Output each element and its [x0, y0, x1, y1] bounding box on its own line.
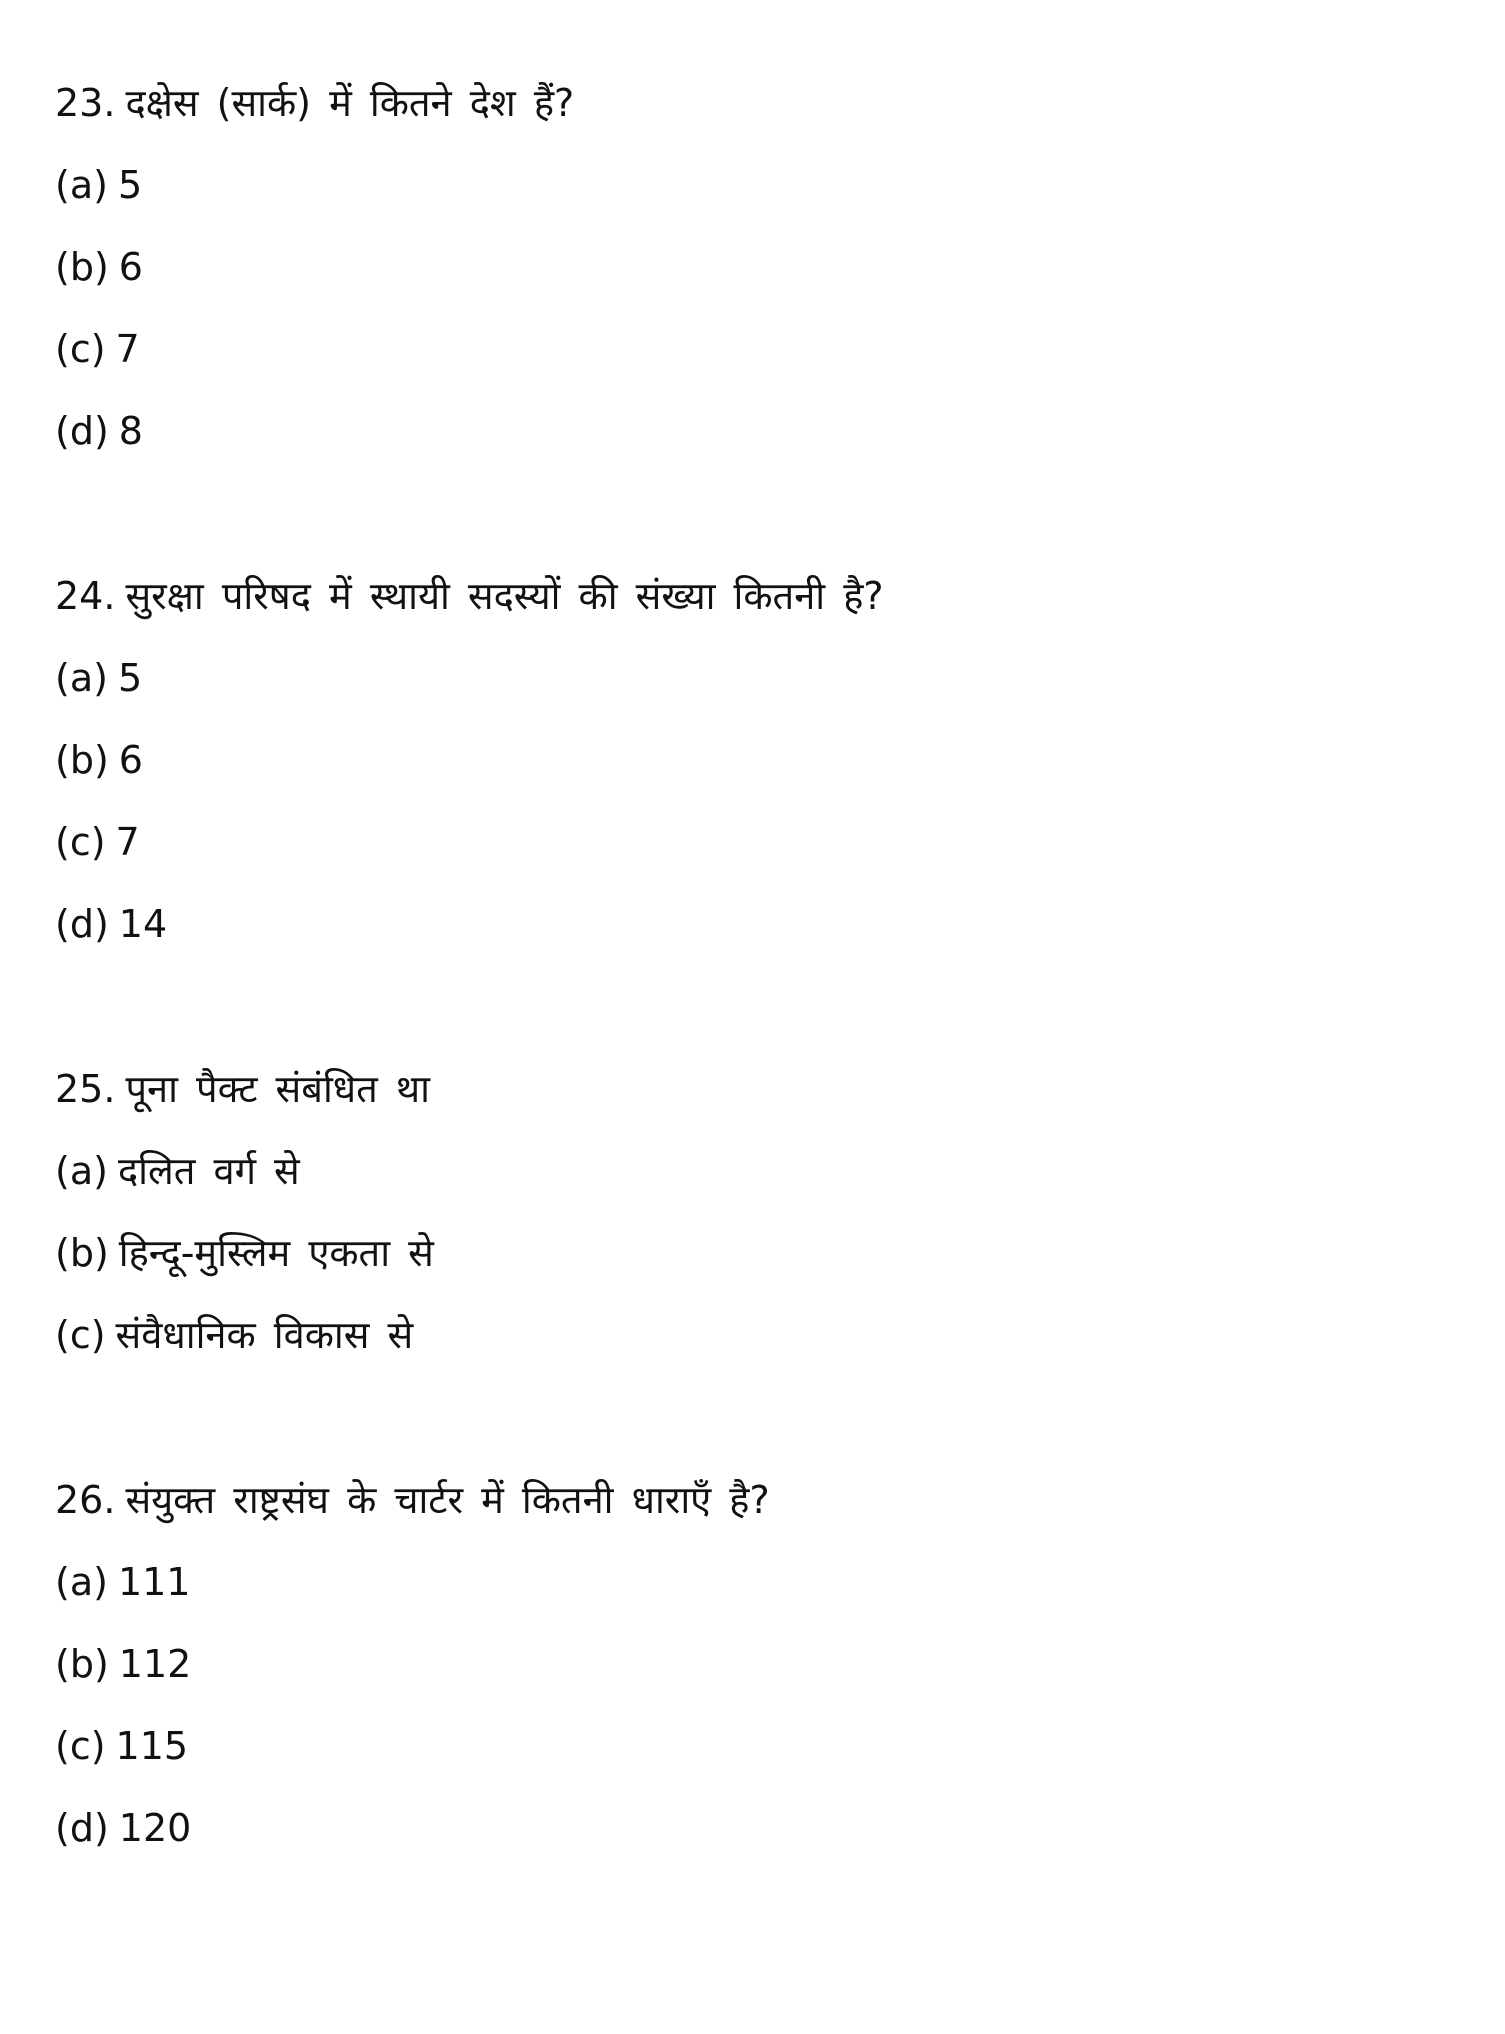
option-text: हिन्दू-मुस्लिम एकता से — [118, 1231, 434, 1275]
option-a — [55, 144, 1455, 226]
question-text: दक्षेस (सार्क) में कितने देश हैं? — [125, 81, 575, 125]
question-number: 25. — [55, 1067, 116, 1111]
option-d — [55, 883, 1455, 965]
option-text: 8 — [118, 409, 143, 453]
option-text: 115 — [115, 1724, 189, 1768]
option-b — [55, 226, 1455, 308]
option-label: (c) — [55, 1724, 106, 1768]
question-stem — [55, 1459, 1455, 1541]
option-label: (d) — [55, 902, 109, 946]
option-text: 14 — [118, 902, 168, 946]
option-label: (c) — [55, 1313, 106, 1357]
option-a — [55, 637, 1455, 719]
option-label: (b) — [55, 738, 109, 782]
question-text: पूना पैक्ट संबंधित था — [125, 1067, 431, 1111]
option-a — [55, 1130, 1455, 1212]
option-label: (b) — [55, 1231, 109, 1275]
question-number: 23. — [55, 81, 116, 125]
option-a — [55, 1541, 1455, 1623]
option-label: (b) — [55, 1642, 109, 1686]
question-text: सुरक्षा परिषद में स्थायी सदस्यों की संख्या कितनी है? — [125, 574, 884, 618]
option-label: (d) — [55, 1806, 109, 1850]
option-text: 5 — [117, 163, 143, 207]
option-b — [55, 719, 1455, 801]
option-text: संवैधानिक विकास से — [115, 1313, 414, 1357]
option-c — [55, 801, 1455, 883]
question-24 — [55, 555, 1455, 965]
option-text: 7 — [115, 820, 140, 864]
question-stem — [55, 62, 1455, 144]
question-number: 26. — [55, 1478, 116, 1522]
option-d — [55, 1787, 1455, 1869]
option-text: दलित वर्ग से — [117, 1149, 300, 1193]
option-label: (d) — [55, 409, 109, 453]
option-label: (c) — [55, 327, 106, 371]
option-d — [55, 390, 1455, 472]
question-25 — [55, 1048, 1455, 1376]
option-c — [55, 1294, 1455, 1376]
option-b — [55, 1212, 1455, 1294]
option-text: 7 — [115, 327, 140, 371]
question-23 — [55, 62, 1455, 472]
option-c — [55, 308, 1455, 390]
option-text: 111 — [117, 1560, 191, 1604]
option-text: 120 — [118, 1806, 192, 1850]
question-26 — [55, 1459, 1455, 1869]
option-c — [55, 1705, 1455, 1787]
option-label: (c) — [55, 820, 106, 864]
question-number: 24. — [55, 574, 116, 618]
option-label: (b) — [55, 245, 109, 289]
option-label: (a) — [55, 1149, 108, 1193]
option-text: 6 — [118, 245, 143, 289]
option-label: (a) — [55, 656, 108, 700]
question-stem — [55, 555, 1455, 637]
option-text: 112 — [118, 1642, 192, 1686]
option-text: 6 — [118, 738, 143, 782]
question-text: संयुक्त राष्ट्रसंघ के चार्टर में कितनी धाराएँ है? — [125, 1478, 770, 1522]
option-label: (a) — [55, 1560, 108, 1604]
option-text: 5 — [117, 656, 143, 700]
option-b — [55, 1623, 1455, 1705]
option-label: (a) — [55, 163, 108, 207]
question-stem — [55, 1048, 1455, 1130]
